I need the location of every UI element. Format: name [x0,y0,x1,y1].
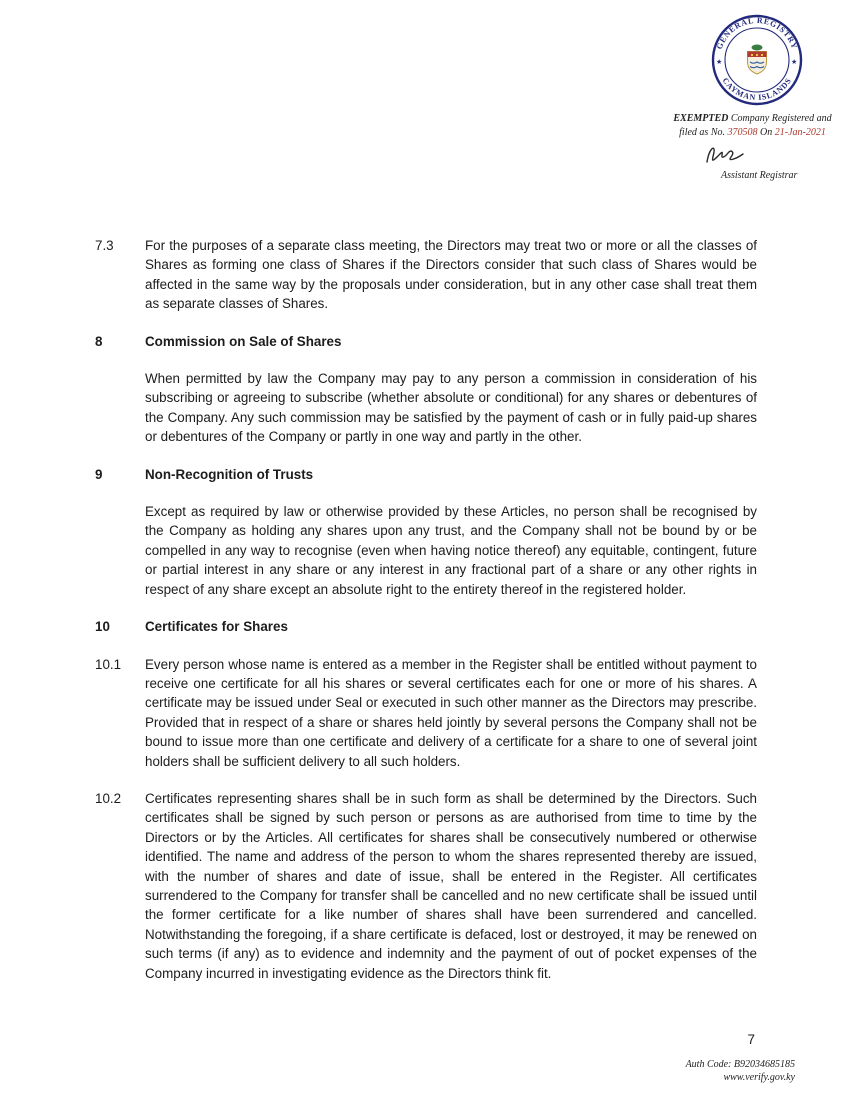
section-9-heading [95,465,757,484]
auth-code: Auth Code: B92034685185 [685,1059,795,1070]
section-number: 7.3 [95,238,114,253]
seal-top-text: GENERAL REGISTRY [714,15,800,51]
section-number: 10.2 [95,790,122,806]
section-text: Except as required by law or otherwise provided by these Articles, no person shall be recognised by the Company as holding any shares upon any trust, and the Company shall not be bound by or be compelled in any way to recognise (even when having notice thereof) any equitable, contingent, future or partial interest in any share or any interest in any fractional part of a share or any other rights in respect of any share except an absolute right to the entirety thereof in the registered holder. [145,504,757,597]
section-9-paragraph [95,502,757,599]
registrar-title: Assistant Registrar [721,170,798,181]
section-number: 10.1 [95,656,122,672]
seal-bottom-text: CAYMAN ISLANDS [720,76,794,103]
section-heading-text: Non-Recognition of Trusts [145,466,314,482]
seal-star-left-icon: ★ [716,59,723,66]
section-heading-text: Certificates for Shares [145,619,288,635]
general-registry-seal-icon [711,14,803,106]
verify-url: www.verify.gov.ky [723,1072,795,1083]
section-number: 10 [95,619,110,635]
section-number [95,502,145,599]
section-8-heading [95,332,757,351]
page-number: 7 [747,1032,755,1047]
section-text: When permitted by law the Company may pay to any person a commission in consideration of his subscribing or agreeing to subscribe (whether absolute or conditional) for any shares or debentures of the Company. Any such commission may be satisfied by the payment of cash or in fully paid-up shares or debentures of the Company or partly in one way and partly in the other. [145,371,757,445]
articles-body [95,236,757,1001]
section-number: 9 [95,466,103,482]
section-10-2 [95,789,757,983]
section-7-3 [95,236,757,314]
stamp-line1-text: Company Registered and [728,113,832,124]
stamp-on-label: On [757,127,775,138]
section-text: For the purposes of a separate class meeting, the Directors may treat two or more or all the classes of Shares as forming one class of Shares if the Directors consider that such class of Shares would be affected in the same way by the proposals under consideration, but in any other case shall treat them as separate classes of Shares. [145,238,757,312]
seal-star-right-icon: ★ [791,59,798,66]
section-text: Certificates representing shares shall be in such form as shall be determined by the Directors. Such certificates shall be signed by such person or persons as are authorised from time to time by the Directors or by the Articles. All certificates for shares shall be consecutively numbered or otherwise identified. The name and address of the person to whom the shares represented thereby are issued, with the number of shares and date of issue, shall be entered in the Register. All certificates surrendered to the Company for transfer shall be cancelled and no new certificate shall be issued until the former certificate for a like number of shares shall have been surrendered and cancelled. Notwithstanding the foregoing, if a share certificate is defaced, lost or destroyed, it may be renewed on such terms (if any) as to evidence and indemnity and the payment of out of pocket expenses of the Company incurred in investigating evidence as the Directors think fit. [145,790,757,981]
section-8-paragraph [95,369,757,447]
section-10-1 [95,655,757,771]
registration-stamp [655,112,850,140]
section-number: 8 [95,333,103,349]
section-heading-text: Commission on Sale of Shares [145,333,342,349]
stamp-filed-label: filed as No. [679,127,728,138]
footer-verification [686,1058,795,1084]
registrar-signature-icon [700,140,762,170]
section-text: Every person whose name is entered as a member in the Register shall be entitled without payment to receive one certificate for all his shares or several certificates each for one or more of his shares. A certificate may be issued under Seal or executed in such other manner as the Directors may prescribe. Provided that in respect of a share or shares held jointly by several persons the Company shall not be bound to issue more than one certificate and delivery of a certificate for a share to one of several joint holders shall be sufficient delivery to all such holders. [145,656,757,769]
stamp-exempted-label: EXEMPTED [673,113,729,124]
section-10-heading [95,617,757,636]
stamp-registration-number: 370508 [727,127,758,138]
section-number [95,369,145,447]
stamp-registration-date: 21-Jan-2021 [774,127,826,138]
